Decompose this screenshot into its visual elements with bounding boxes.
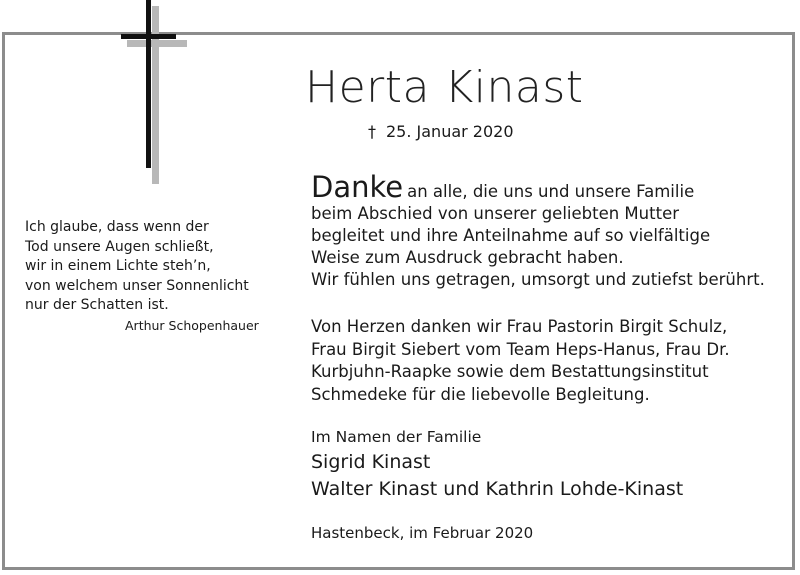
deceased-name: Herta Kinast (305, 62, 584, 113)
signatory-name: Walter Kinast und Kathrin Lohde-Kinast (311, 478, 684, 500)
family-intro: Im Namen der Familie (311, 428, 482, 446)
quote-line: wir in einem Lichte steh’n, (25, 258, 211, 274)
thanks-first-line (311, 172, 765, 203)
acknowledgement-line: Frau Birgit Siebert vom Team Heps-Hanus, Frau Dr. (311, 339, 730, 359)
thanks-paragraph (311, 172, 765, 291)
acknowledgement-line: Schmedeke für die liebevolle Begleitung. (311, 384, 650, 404)
signatory-name: Sigrid Kinast (311, 451, 431, 473)
death-date-line (368, 122, 514, 141)
thanks-line: Wir fühlen uns getragen, umsorgt und zutiefst berührt. (311, 270, 765, 289)
quote-line: von welchem unser Sonnenlicht (25, 277, 249, 294)
cross-shadow-vertical (152, 6, 159, 184)
acknowledgement-line: Kurbjuhn-Raapke sowie dem Bestattungsinstitut (311, 362, 709, 381)
acknowledgement-paragraph (311, 316, 730, 406)
cross-shadow-horizontal (127, 40, 187, 47)
cross-bar-horizontal (121, 34, 176, 39)
quote-author: Arthur Schopenhauer (125, 318, 259, 333)
thanks-line: beim Abschied von unserer geliebten Mutter (311, 204, 680, 223)
cross-bar-vertical (146, 0, 151, 168)
dagger-icon: † (368, 122, 376, 141)
death-date: 25. Januar 2020 (386, 122, 514, 141)
quote-line: Tod unsere Augen schließt, (25, 238, 214, 255)
quote-block (25, 218, 249, 316)
thanks-first-line-text: an alle, die uns und unsere Familie (407, 182, 695, 201)
place-date: Hastenbeck, im Februar 2020 (311, 524, 534, 542)
acknowledgement-line: Von Herzen danken wir Frau Pastorin Birgit Schulz, (311, 317, 728, 336)
thanks-line: begleitet und ihre Anteilnahme auf so vielfältige (311, 226, 711, 245)
thanks-lead-word: Danke (311, 170, 404, 204)
quote-line: Ich glaube, dass wenn der (25, 219, 209, 235)
thanks-line: Weise zum Ausdruck gebracht haben. (311, 248, 624, 267)
quote-line: nur der Schatten ist. (25, 297, 169, 313)
